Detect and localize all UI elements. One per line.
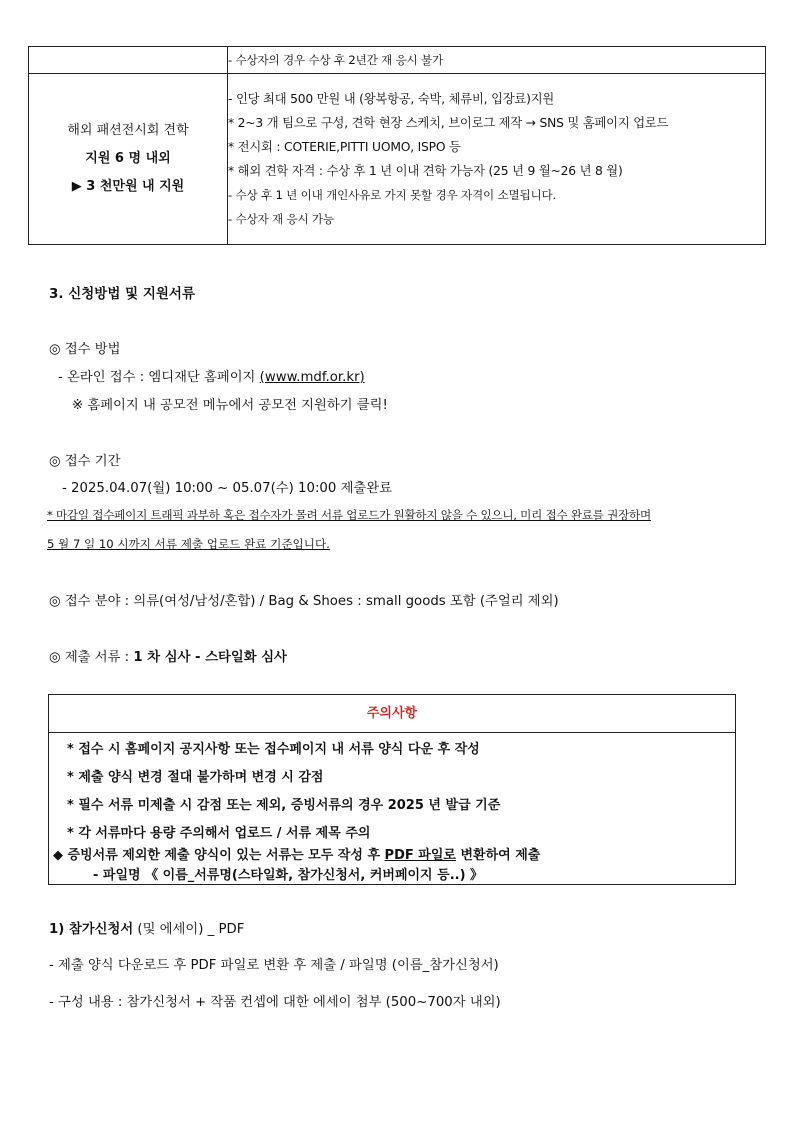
- notice-filename-rule: - 파일명 《 이름_서류명(스타일화, 참가신청서, 커버페이지 등..) 》: [93, 868, 484, 883]
- notice-item: * 접수 시 홈페이지 공지사항 또는 접수페이지 내 서류 양식 다운 후 작성: [67, 742, 480, 757]
- award-row-1: [29, 47, 766, 74]
- documents-label: ◎ 제출 서류 :: [49, 650, 134, 665]
- award-row-2: [29, 74, 766, 245]
- application-heading: [49, 918, 244, 937]
- period-dates: - 2025.04.07(월) 10:00 ~ 05.07(수) 10:00 제출완료: [62, 481, 392, 496]
- period-heading: ◎ 접수 기간: [49, 454, 121, 469]
- method-note: ※ 홈페이지 내 공모전 메뉴에서 공모전 지원하기 클릭!: [72, 398, 388, 413]
- online-application-label: - 온라인 접수 : 엠디재단 홈페이지: [58, 370, 260, 385]
- application-heading-bold: 1) 참가신청서: [49, 922, 134, 937]
- condition-line: * 해외 견학 자격 : 수상 후 1 년 이내 견학 가능자 (25 년 9 월~26 년 8 월): [228, 163, 623, 178]
- condition-line: - 수상자 재 응시 가능: [228, 211, 334, 226]
- notice-pdf-item: [53, 844, 540, 863]
- notice-title: 주의사항: [366, 706, 418, 721]
- notice-item: * 필수 서류 미제출 시 감점 또는 제외, 증빙서류의 경우 2025 년 발급 기준: [67, 798, 501, 813]
- period-warning-1: * 마감일 접수페이지 트래픽 과부하 혹은 접수자가 몰려 서류 업로드가 원활하지 않을 수 있으니, 미리 접수 완료를 권장하며: [47, 508, 651, 522]
- condition-line: - 인당 최대 500 만원 내 (왕복항공, 숙박, 체류비, 입장료)지원: [228, 91, 555, 106]
- condition-line: - 수상 후 1 년 이내 개인사유로 가지 못할 경우 자격이 소멸됩니다.: [228, 187, 556, 202]
- homepage-link[interactable]: (www.mdf.or.kr): [259, 370, 365, 385]
- period-warning-2: 5 월 7 일 10 시까지 서류 제출 업로드 완료 기준입니다.: [47, 537, 330, 551]
- award-row-1-right: [228, 47, 766, 74]
- notice-pdf-item-post: 변환하여 제출: [455, 848, 541, 863]
- award-amount: ▶ 3 천만원 내 지원: [71, 179, 185, 194]
- application-heading-rest: (및 에세이) _ PDF: [133, 922, 245, 937]
- application-line: - 제출 양식 다운로드 후 PDF 파일로 변환 후 제출 / 파일명 (이름_참가신청서): [49, 958, 499, 973]
- online-application: [58, 366, 365, 385]
- award-row-2-right: [228, 74, 766, 245]
- award-count: 지원 6 명 내외: [85, 151, 171, 166]
- notice-header: [49, 695, 735, 733]
- row1-condition: - 수상자의 경우 수상 후 2년간 재 응시 불가: [228, 53, 444, 67]
- condition-line: * 전시회 : COTERIE,PITTI UOMO, ISPO 등: [228, 139, 461, 154]
- application-field: ◎ 접수 분야 : 의류(여성/남성/혼합) / Bag & Shoes : small goods 포함 (주얼리 제외): [49, 594, 559, 609]
- award-name: 해외 패션전시회 견학: [67, 123, 189, 138]
- award-row-1-left: [29, 47, 228, 74]
- notice-pdf-item-underlined: PDF 파일로: [384, 848, 456, 863]
- documents-line: [49, 646, 287, 665]
- notice-item: * 제출 양식 변경 절대 불가하며 변경 시 감점: [67, 770, 324, 785]
- notice-box: [48, 694, 736, 885]
- application-line: - 구성 내용 : 참가신청서 + 작품 컨셉에 대한 에세이 첨부 (500~700자 내외): [49, 995, 501, 1010]
- method-heading: ◎ 접수 방법: [49, 342, 121, 357]
- section-title: 3. 신청방법 및 지원서류: [49, 286, 195, 302]
- award-table: [28, 46, 766, 245]
- notice-item: * 각 서류마다 용량 주의해서 업로드 / 서류 제목 주의: [67, 826, 371, 841]
- documents-value: 1 차 심사 - 스타일화 심사: [133, 650, 287, 665]
- notice-pdf-item-pre: ◆ 증빙서류 제외한 제출 양식이 있는 서류는 모두 작성 후: [53, 848, 385, 863]
- award-row-2-left: [29, 74, 228, 245]
- condition-line: * 2~3 개 팀으로 구성, 견학 현장 스케치, 브이로그 제작 → SNS 및 홈페이지 업로드: [228, 115, 669, 130]
